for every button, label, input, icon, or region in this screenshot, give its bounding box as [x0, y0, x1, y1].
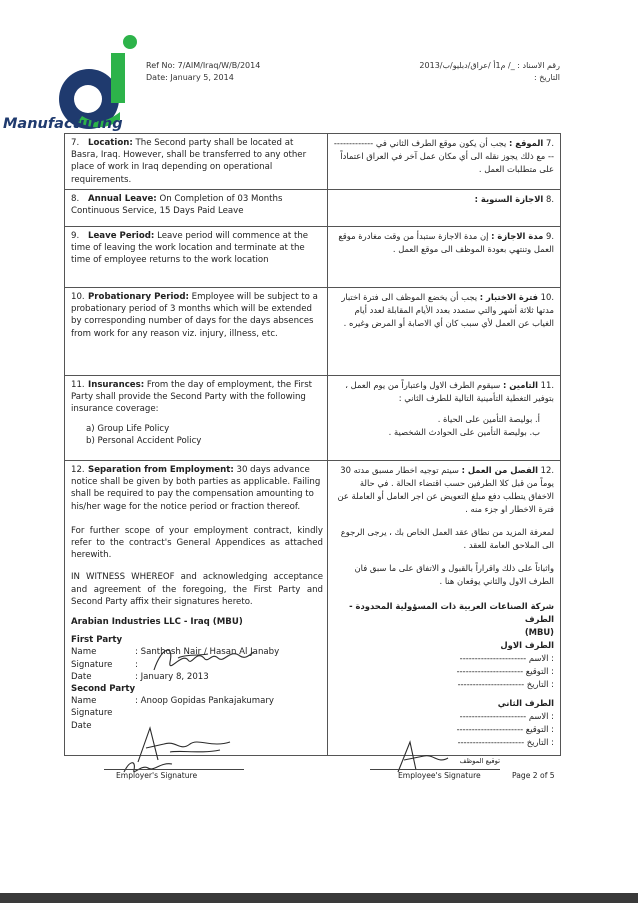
field-label: Date: [71, 720, 92, 731]
section-title: Leave Period:: [88, 231, 155, 241]
section-title: Separation from Employment:: [88, 465, 234, 475]
section-title: التامين :: [502, 380, 538, 390]
date-value: January 5, 2014: [170, 73, 234, 82]
section-text: Leave period will commence at the time of leaving the work location and terminate at the time of employee returns to the work location: [71, 231, 309, 266]
employee-signature-line: [370, 769, 500, 770]
section-text: Employee will be subject to a probationary period of 3 months which will be extended by corresponding number of days for the days absences from work for any reason viz. injury, illness, etc.: [71, 292, 318, 339]
field-label: Date: [71, 671, 92, 682]
second-party-heading: Second Party: [71, 684, 136, 695]
field-value: :: [135, 659, 138, 670]
section-title: فترة الاختبار :: [479, 292, 538, 302]
second-party-signature-row: [71, 707, 323, 719]
insurance-item-ar: ب. بوليصة التأمين على الحوادث الشخصية .: [388, 427, 540, 437]
insurance-item-ar: أ. بوليصة التأمين على الحياة .: [437, 414, 540, 424]
section-text: 30 days advance notice shall be given by both parties as applicable. Failing shall be required to pay the compensation amounting to his/her wage for the notice period or fraction thereof.: [71, 465, 321, 512]
section-title: الموقع :: [508, 138, 544, 148]
section-title: Annual Leave:: [88, 194, 157, 204]
section-number: 12.: [71, 465, 85, 475]
section-text: On Completion of 03 Months Continuous Service, 15 Days Paid Leave: [71, 194, 283, 217]
field-label: Signature: [71, 708, 113, 719]
field-label: Name: [71, 647, 97, 658]
ar-section-insurance: [328, 376, 560, 461]
insurance-item: b) Personal Accident Policy: [86, 435, 202, 446]
ar-field-row: : التوقيع ----------------------: [456, 666, 554, 676]
section-location: [65, 134, 327, 190]
ar-section-probation: [328, 288, 560, 376]
field-label: Name: [71, 696, 97, 707]
section-number: 11.: [71, 380, 85, 390]
section-text: سيقوم الطرف الاول واعتباراً من يوم العمل ، بتوفير التغطية التأمينية التالية للطرف الثاني :: [345, 380, 554, 403]
section-title: الفصل من العمل :: [461, 465, 538, 475]
section-annual-leave: [65, 190, 327, 227]
ar-field-row: : التاريخ ----------------------: [457, 679, 554, 689]
ar-mbu: (MBU): [524, 627, 554, 637]
section-number: .8: [545, 194, 554, 204]
ar-ref-number: رقم الاسناد : _/ م1أ /عراق/دبليو/ب/2013: [419, 61, 560, 70]
field-value: : Santhosh Nair / Hasan Al Janaby: [135, 647, 280, 658]
arabic-column: [328, 134, 561, 756]
section-text: From the day of employment, the First Party shall provide the Second Party with the following insurance coverage:: [71, 380, 313, 415]
section-number: .12: [540, 465, 554, 475]
page-number: Page 2 of 5: [512, 771, 555, 780]
ref-value: 7/AIM/Iraq/W/B/2014: [177, 61, 261, 70]
ar-section-leave-period: [328, 227, 560, 288]
field-value: : Anoop Gopidas Pankajakumary: [135, 696, 275, 707]
ar-witness-paragraph: واثباتاً على ذلك واقراراً بالقبول و الاتفاق على ما سبق فان الطرف الاول والثاني يوقعان هنا .: [354, 563, 554, 586]
ref-label: Ref No:: [146, 61, 176, 70]
section-title: الاجازة السنوية :: [474, 194, 544, 204]
ar-field-row: : الاسم ----------------------: [459, 653, 554, 663]
header-date: [146, 72, 234, 84]
section-number: .11: [540, 380, 554, 390]
employer-signature-label: Employer's Signature: [116, 771, 198, 780]
ar-scope-paragraph: لمعرفة المزيد من نطاق عقد العمل الخاص بك ، يرجى الرجوع الى الملاحق العامة للعقد .: [340, 527, 554, 550]
section-text: إن مدة الاجازة ستبدأ من وقت مغادرة موقع العمل وتنتهي بعودة الموظف الى موقع العمل .: [338, 231, 554, 254]
section-leave-period: [65, 227, 327, 288]
ar-field-row: : التوقيع ----------------------: [456, 724, 554, 734]
ar-first-party-heading: الطرف الاول: [500, 640, 554, 650]
bottom-edge-shadow: [0, 893, 638, 903]
ar-section-separation: [328, 461, 560, 755]
section-text: يجب أن يخضع الموظف الى فترة اختبار مدتها ثلاثة أشهر والتي ستمدد بعدد الأيام المقابلة لعدد أيام الغياب عن العمل لأي سبب كان أي الاصابة أو المرض وغيره .: [341, 292, 554, 328]
section-number: 10.: [71, 292, 85, 302]
section-text: يجب أن يكون موقع الطرف الثاني في ------------- -- مع ذلك يجوز نقله الى أي مكان عمل آخر في العراق اعتماداً على متطلبات العمل .: [333, 138, 554, 174]
insurance-item: a) Group Life Policy: [86, 423, 170, 434]
date-label: Date:: [146, 73, 168, 82]
section-title: مدة الاجازة :: [491, 231, 544, 241]
employer-signature-line: [104, 769, 244, 770]
section-text: The Second party shall be located at Basra, Iraq. However, shall be transferred to any other place of work in Iraq depending on operational requirements.: [71, 138, 307, 185]
company-name: Arabian Industries LLC - Iraq (MBU): [71, 617, 243, 628]
contract-table: [64, 133, 561, 756]
ar-field-row: : التاريخ ----------------------: [457, 737, 554, 747]
ar-section-annual-leave: [328, 190, 560, 227]
ar-section-location: [328, 134, 560, 190]
ar-field-row: : الاسم ----------------------: [459, 711, 554, 721]
section-number: 8.: [71, 194, 80, 204]
field-label: Signature: [71, 659, 113, 670]
section-text: سيتم توجيه اخطار مسبق مدته 30 يوماً من قبل كلا الطرفين حسب اقتضاء الحالة . في حالة الاخفاق يتطلب دفع مبلغ التعويض عن اجر العامل أو العاملة عن فترة الاخطار او جزء منه .: [337, 465, 554, 514]
section-number: 9.: [71, 231, 80, 241]
section-title: Location:: [88, 138, 133, 148]
section-number: 7.: [71, 138, 80, 148]
ar-second-party-heading: الطرف الثاني: [497, 698, 554, 708]
second-party-name-row: [71, 695, 323, 707]
field-value: : January 8, 2013: [135, 671, 209, 682]
section-insurance: [65, 376, 327, 461]
logo-wordmark: Manufacturing: [3, 116, 123, 132]
ar-date: التاريخ :: [533, 73, 560, 82]
section-title: Insurances:: [88, 380, 145, 390]
section-number: .9: [545, 231, 554, 241]
section-title: Probationary Period:: [88, 292, 189, 302]
witness-paragraph: IN WITNESS WHEREOF and acknowledging acceptance and agreement of the foregoing, the First Party and Second Party affix their signatures hereto.: [71, 572, 323, 607]
first-party-signature-scribble: [148, 640, 258, 680]
scope-paragraph: For further scope of your employment contract, kindly refer to the contract's General Appendices as attached herewith.: [71, 525, 323, 561]
employee-signature-label-ar: توقيع الموظف: [459, 757, 500, 765]
first-party-heading: First Party: [71, 635, 123, 646]
section-number: .10: [540, 292, 554, 302]
section-separation: [65, 461, 327, 741]
section-probation: [65, 288, 327, 376]
ar-company-name: شركة الصناعات العربية ذات المسؤولية المحدودة - الطرف: [349, 601, 554, 624]
section-number: .7: [545, 138, 554, 148]
employee-signature-label: Employee's Signature: [398, 771, 481, 780]
ref-number: [146, 60, 260, 72]
